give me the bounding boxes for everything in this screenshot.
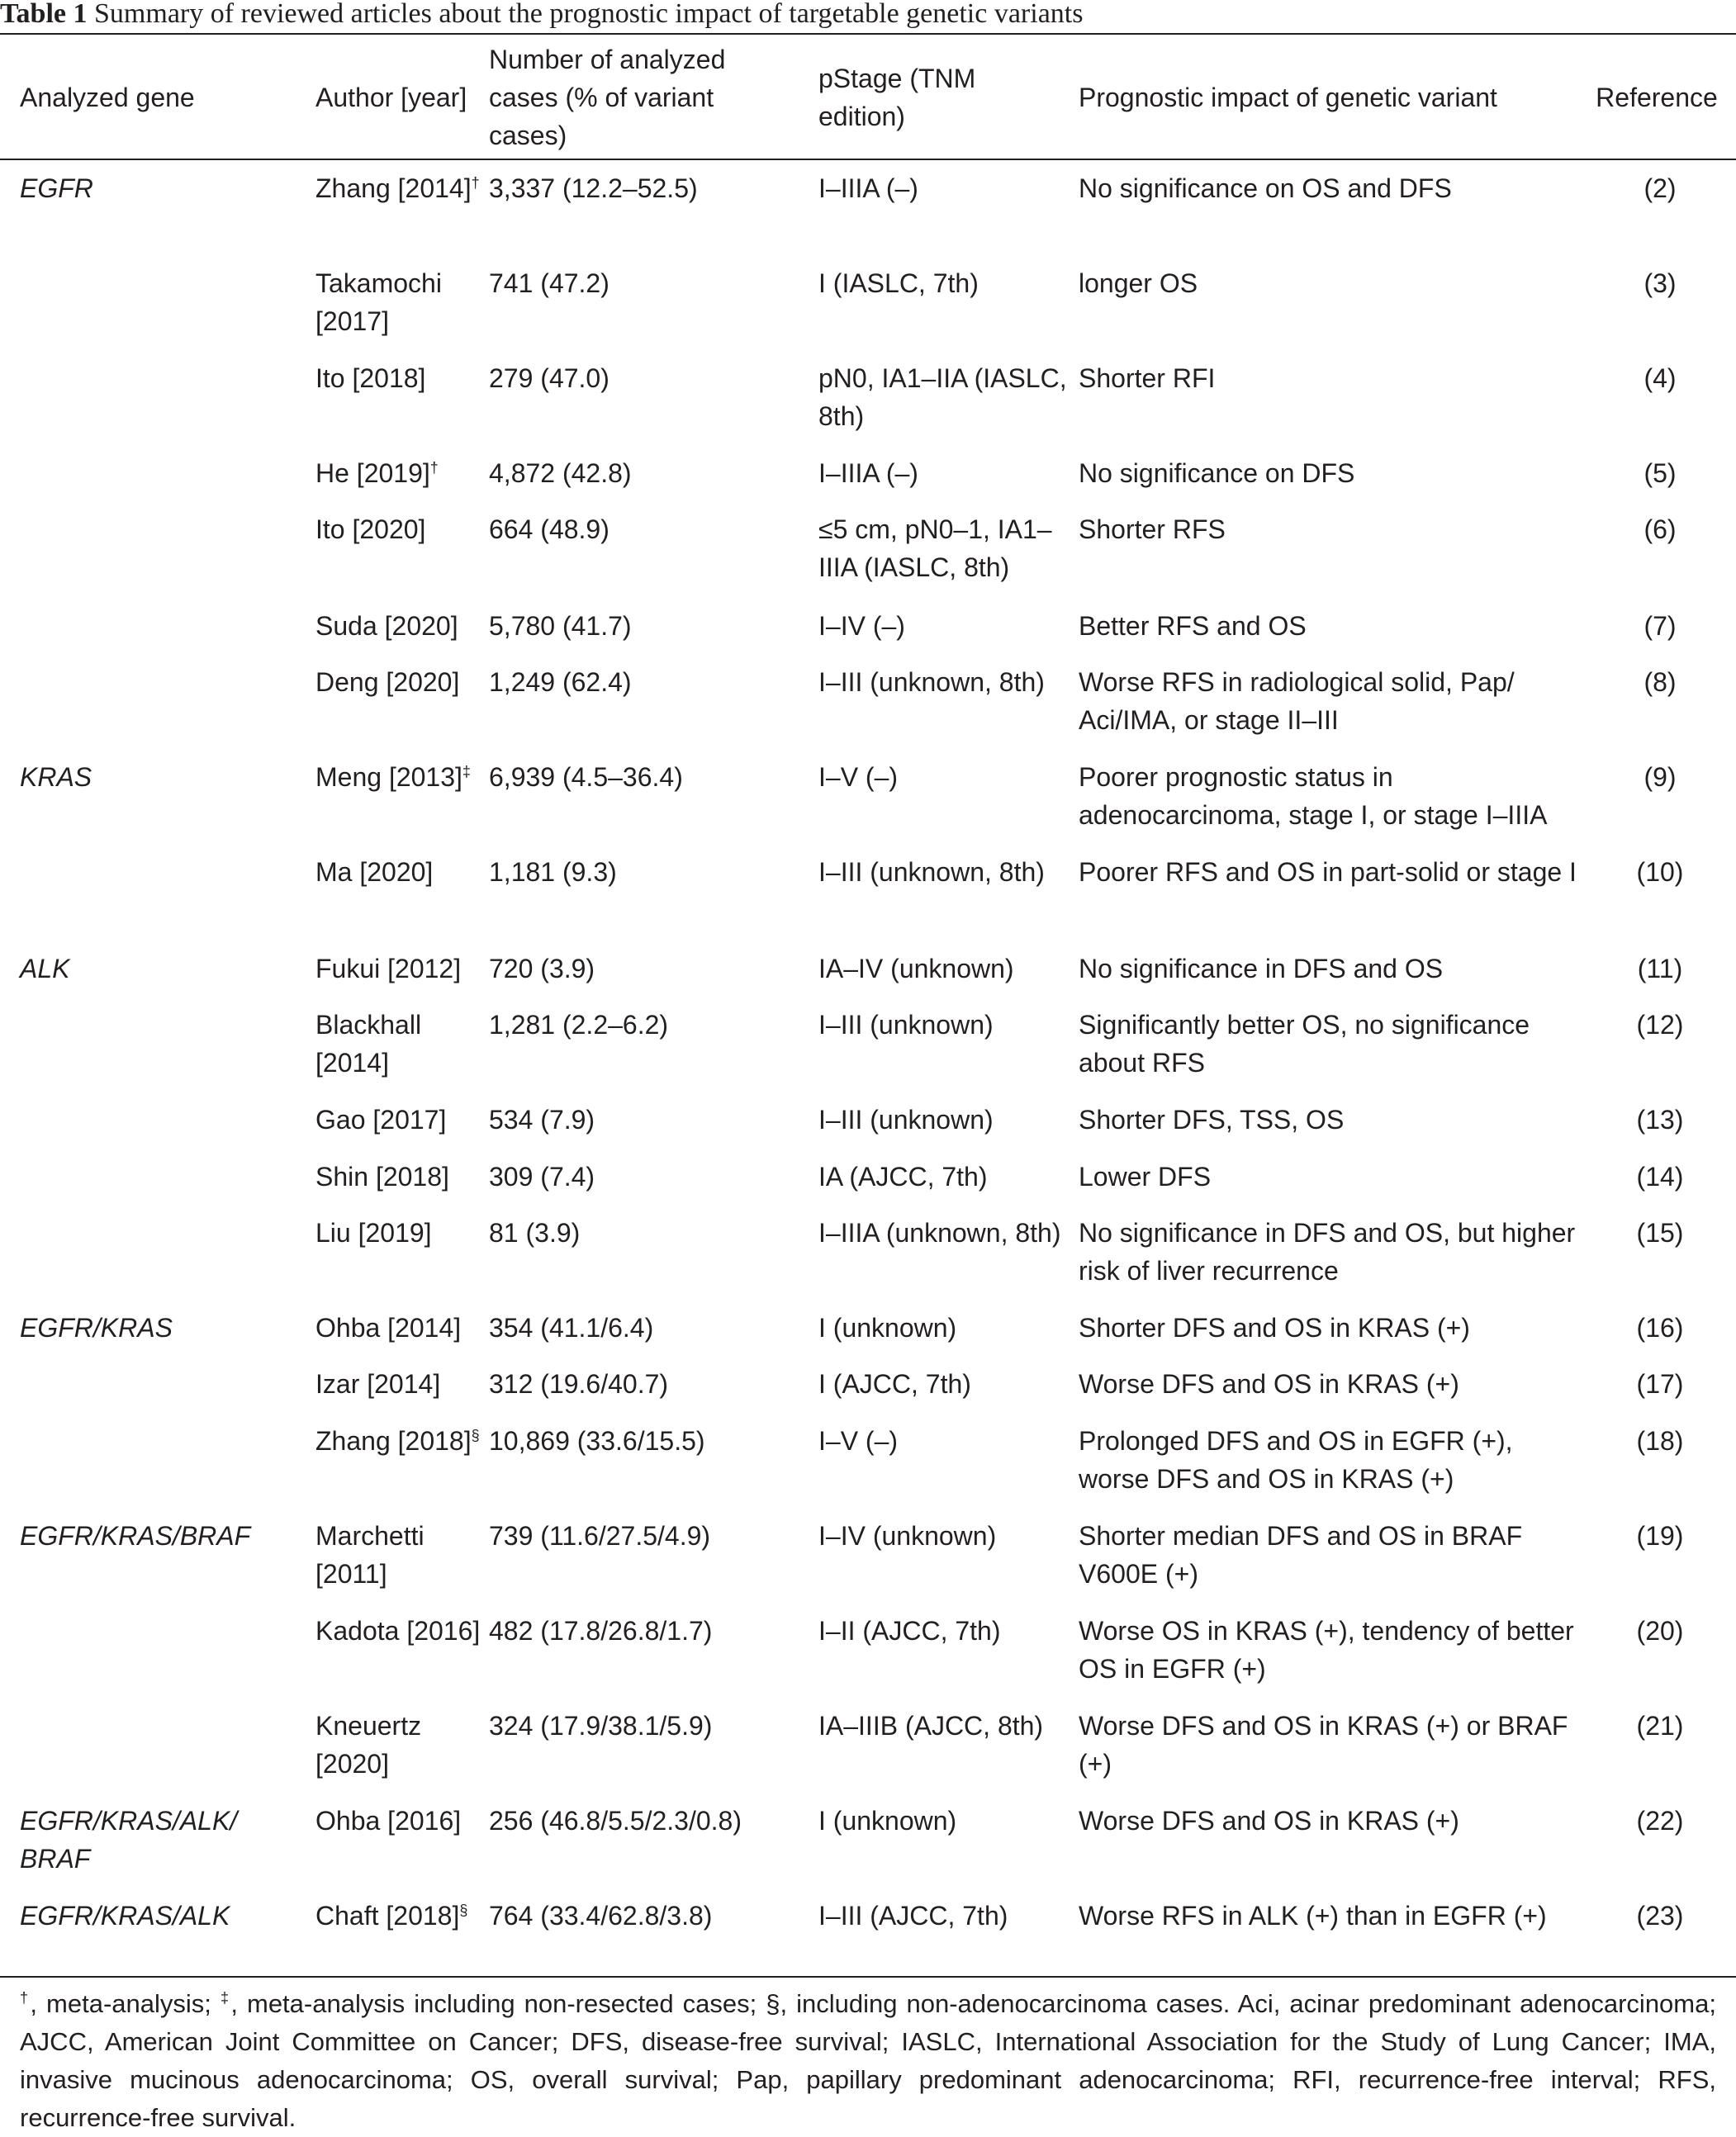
cell-author-text: Takamochi [2017] bbox=[315, 268, 442, 336]
cell-ref-text: (10) bbox=[1636, 857, 1684, 887]
cell-cases-text: 1,181 (9.3) bbox=[489, 857, 617, 887]
cell-ref-text: (13) bbox=[1636, 1105, 1684, 1135]
cell-ref bbox=[1619, 1006, 1701, 1044]
cell-impact-text: Shorter RFI bbox=[1079, 363, 1216, 393]
cell-author bbox=[315, 1897, 481, 1935]
cell-pstage bbox=[818, 663, 1074, 701]
cell-impact bbox=[1079, 1214, 1582, 1290]
cell-author-text: He [2019] bbox=[315, 458, 430, 488]
cell-ref bbox=[1619, 950, 1701, 988]
cell-ref bbox=[1619, 169, 1701, 207]
cell-author-text: Ohba [2016] bbox=[315, 1806, 462, 1836]
cell-author bbox=[315, 1422, 481, 1460]
cell-pstage-text: I–III (AJCC, 7th) bbox=[818, 1901, 1008, 1931]
cell-ref-text: (6) bbox=[1644, 514, 1677, 544]
cell-author bbox=[315, 853, 481, 891]
cell-ref-text: (17) bbox=[1636, 1369, 1684, 1399]
cell-impact bbox=[1079, 758, 1582, 834]
table-label: Table 1 bbox=[0, 0, 88, 29]
cell-ref bbox=[1619, 1802, 1701, 1840]
cell-author bbox=[315, 1006, 481, 1082]
cell-impact-text: No significance on OS and DFS bbox=[1079, 173, 1452, 203]
cell-pstage-text: I–V (–) bbox=[818, 1426, 899, 1456]
cell-cases bbox=[489, 1802, 811, 1840]
header-impact: Prognostic impact of genetic variant bbox=[1079, 83, 1497, 112]
cell-author-text: Liu [2019] bbox=[315, 1218, 432, 1248]
cell-author-text: Ohba [2014] bbox=[315, 1313, 462, 1343]
cell-pstage bbox=[818, 1612, 1074, 1650]
cell-pstage bbox=[818, 264, 1074, 302]
cell-cases bbox=[489, 510, 811, 548]
cell-impact-text: longer OS bbox=[1079, 268, 1198, 298]
cell-pstage bbox=[818, 1802, 1074, 1840]
cell-impact-text: Lower DFS bbox=[1079, 1162, 1212, 1192]
cell-author bbox=[315, 1158, 481, 1196]
cell-ref-text: (4) bbox=[1644, 363, 1677, 393]
cell-ref bbox=[1619, 663, 1701, 701]
cell-ref bbox=[1619, 607, 1701, 645]
cell-impact bbox=[1079, 1101, 1582, 1139]
cell-cases bbox=[489, 1006, 811, 1044]
cell-ref bbox=[1619, 454, 1701, 492]
cell-author-text: Deng [2020] bbox=[315, 667, 460, 697]
cell-author bbox=[315, 1214, 481, 1252]
header-cases: Number of analyzed cases (% of variant cases) bbox=[489, 45, 726, 150]
cell-author bbox=[315, 1802, 481, 1840]
cell-ref-text: (18) bbox=[1636, 1426, 1684, 1456]
cell-pstage bbox=[818, 454, 1074, 492]
cell-author bbox=[315, 663, 481, 701]
cell-pstage-text: I (AJCC, 7th) bbox=[818, 1369, 971, 1399]
cell-pstage-text: I–III (unknown) bbox=[818, 1010, 994, 1040]
table-header bbox=[0, 38, 1736, 157]
cell-ref-text: (12) bbox=[1636, 1010, 1684, 1040]
cell-pstage bbox=[818, 1365, 1074, 1403]
cell-ref bbox=[1619, 359, 1701, 397]
cell-impact bbox=[1079, 264, 1582, 302]
cell-cases-text: 534 (7.9) bbox=[489, 1105, 595, 1135]
header-cell bbox=[1079, 38, 1558, 157]
cell-author-text: Fukui [2012] bbox=[315, 954, 462, 983]
footnote-mark: § bbox=[459, 1902, 468, 1919]
cell-impact-text: Shorter RFS bbox=[1079, 514, 1226, 544]
cell-impact-text: Worse OS in KRAS (+), tendency of better OS in EGFR (+) bbox=[1079, 1616, 1574, 1684]
cell-impact-text: Worse RFS in ALK (+) than in EGFR (+) bbox=[1079, 1901, 1547, 1931]
cell-impact-text: Worse RFS in radiological solid, Pap/ Aci/IMA, or stage II–III bbox=[1079, 667, 1515, 735]
table-title: Summary of reviewed articles about the prognostic impact of targetable genetic variants bbox=[94, 0, 1084, 29]
cell-pstage-text: I–IV (unknown) bbox=[818, 1521, 997, 1551]
cell-impact-text: Shorter DFS and OS in KRAS (+) bbox=[1079, 1313, 1470, 1343]
cell-ref bbox=[1619, 510, 1701, 548]
cell-impact bbox=[1079, 663, 1582, 739]
cell-author bbox=[315, 1612, 481, 1650]
cell-gene-text: EGFR/KRAS bbox=[20, 1313, 173, 1343]
cell-pstage bbox=[818, 1214, 1074, 1252]
cell-pstage-text: ≤5 cm, pN0–1, IA1–IIIA (IASLC, 8th) bbox=[818, 514, 1052, 582]
cell-ref-text: (21) bbox=[1636, 1711, 1684, 1741]
cell-impact-text: Shorter DFS, TSS, OS bbox=[1079, 1105, 1345, 1135]
cell-gene-text: KRAS bbox=[20, 762, 92, 792]
cell-cases-text: 312 (19.6/40.7) bbox=[489, 1369, 669, 1399]
cell-impact-text: Significantly better OS, no significance about RFS bbox=[1079, 1010, 1530, 1078]
header-pstage: pStage (TNM edition) bbox=[818, 64, 976, 131]
cell-ref bbox=[1619, 1897, 1701, 1935]
cell-ref-text: (23) bbox=[1636, 1901, 1684, 1931]
cell-ref bbox=[1619, 1309, 1701, 1347]
cell-author-text: Meng [2013] bbox=[315, 762, 462, 792]
footnote-mark: † bbox=[429, 459, 439, 476]
cell-cases bbox=[489, 454, 811, 492]
cell-cases-text: 354 (41.1/6.4) bbox=[489, 1313, 654, 1343]
header-cell bbox=[818, 38, 1066, 157]
cell-cases-text: 3,337 (12.2–52.5) bbox=[489, 173, 698, 203]
cell-pstage-text: I–IIIA (–) bbox=[818, 173, 918, 203]
cell-author-text: Blackhall [2014] bbox=[315, 1010, 422, 1078]
header-rule bbox=[0, 159, 1736, 160]
cell-ref bbox=[1619, 758, 1701, 796]
cell-cases bbox=[489, 1897, 811, 1935]
footnote-mark: † bbox=[471, 174, 480, 192]
cell-author-text: Izar [2014] bbox=[315, 1369, 441, 1399]
cell-ref-text: (16) bbox=[1636, 1313, 1684, 1343]
cell-author bbox=[315, 169, 481, 207]
cell-impact bbox=[1079, 1006, 1582, 1082]
header-reference: Reference bbox=[1596, 83, 1718, 112]
cell-pstage bbox=[818, 1309, 1074, 1347]
cell-impact bbox=[1079, 169, 1582, 207]
cell-impact-text: No significance in DFS and OS bbox=[1079, 954, 1444, 983]
cell-author bbox=[315, 1517, 481, 1593]
cell-pstage-text: IA–IV (unknown) bbox=[818, 954, 1014, 983]
footnote-mark-dagger: † bbox=[20, 1989, 31, 2007]
cell-gene-text: EGFR bbox=[20, 173, 93, 203]
cell-author bbox=[315, 454, 481, 492]
cell-impact-text: No significance in DFS and OS, but higher risk of liver recurrence bbox=[1079, 1218, 1576, 1286]
cell-author-text: Ito [2020] bbox=[315, 514, 426, 544]
cell-gene-text: ALK bbox=[20, 954, 70, 983]
cell-pstage-text: I–II (AJCC, 7th) bbox=[818, 1616, 1001, 1646]
cell-author-text: Ma [2020] bbox=[315, 857, 434, 887]
cell-cases-text: 739 (11.6/27.5/4.9) bbox=[489, 1521, 711, 1551]
cell-pstage-text: I–III (unknown, 8th) bbox=[818, 667, 1045, 697]
cell-cases bbox=[489, 1422, 811, 1460]
footnote-mark-double-dagger: ‡ bbox=[220, 1989, 231, 2007]
header-author: Author [year] bbox=[315, 83, 467, 112]
cell-cases bbox=[489, 758, 811, 796]
cell-impact bbox=[1079, 1422, 1582, 1498]
cell-cases bbox=[489, 1214, 811, 1252]
cell-cases-text: 6,939 (4.5–36.4) bbox=[489, 762, 683, 792]
cell-cases bbox=[489, 663, 811, 701]
cell-pstage bbox=[818, 607, 1074, 645]
cell-author bbox=[315, 359, 481, 397]
cell-pstage bbox=[818, 853, 1074, 891]
cell-gene bbox=[20, 1517, 301, 1555]
top-rule bbox=[0, 33, 1736, 35]
cell-ref-text: (9) bbox=[1644, 762, 1677, 792]
cell-pstage-text: I–III (unknown) bbox=[818, 1105, 994, 1135]
cell-author-text: Chaft [2018] bbox=[315, 1901, 460, 1931]
cell-pstage bbox=[818, 1006, 1074, 1044]
cell-impact bbox=[1079, 607, 1582, 645]
cell-impact bbox=[1079, 1897, 1582, 1935]
cell-pstage-text: I–IIIA (unknown, 8th) bbox=[818, 1218, 1061, 1248]
cell-ref-text: (20) bbox=[1636, 1616, 1684, 1646]
cell-ref bbox=[1619, 853, 1701, 891]
cell-ref bbox=[1619, 1422, 1701, 1460]
cell-author-text: Zhang [2018] bbox=[315, 1426, 472, 1456]
footnote-text-2: , meta-analysis including non-resected cases; §, including non-adenocarcinoma cases. Aci, acinar predominant adenocarcinoma; AJCC, American Joint Committee on Cancer; DFS, disease-free survival; IASLC, International Association for the Study of Lung Cancer; IMA, invasive mucinous adenocarcinoma; OS, overall survival; Pap, papillary predominant adenocarcinoma; RFI, recurrence-free interval; RFS, recurrence-free survival. bbox=[20, 1989, 1716, 2132]
cell-cases bbox=[489, 1517, 811, 1555]
footnote-mark: § bbox=[471, 1427, 480, 1444]
cell-cases bbox=[489, 853, 811, 891]
cell-cases-text: 279 (47.0) bbox=[489, 363, 609, 393]
cell-ref-text: (8) bbox=[1644, 667, 1677, 697]
cell-impact bbox=[1079, 950, 1582, 988]
cell-author-text: Zhang [2014] bbox=[315, 173, 472, 203]
header-cell bbox=[20, 38, 292, 157]
cell-ref bbox=[1619, 1707, 1701, 1745]
cell-cases-text: 4,872 (42.8) bbox=[489, 458, 632, 488]
cell-pstage-text: I–IV (–) bbox=[818, 611, 905, 641]
cell-gene-text: EGFR/KRAS/ALK/ BRAF bbox=[20, 1806, 238, 1874]
footnote-text-1: , meta-analysis; bbox=[30, 1989, 221, 2018]
table-footnote bbox=[20, 1985, 1716, 2137]
cell-author bbox=[315, 1101, 481, 1139]
cell-pstage-text: I (IASLC, 7th) bbox=[818, 268, 979, 298]
cell-impact-text: No significance on DFS bbox=[1079, 458, 1355, 488]
cell-author bbox=[315, 1707, 481, 1783]
cell-ref-text: (2) bbox=[1644, 173, 1677, 203]
cell-cases-text: 664 (48.9) bbox=[489, 514, 609, 544]
bottom-rule bbox=[0, 1976, 1736, 1978]
cell-cases-text: 720 (3.9) bbox=[489, 954, 595, 983]
cell-ref-text: (15) bbox=[1636, 1218, 1684, 1248]
cell-cases bbox=[489, 359, 811, 397]
cell-ref-text: (5) bbox=[1644, 458, 1677, 488]
cell-pstage bbox=[818, 510, 1074, 586]
cell-cases bbox=[489, 950, 811, 988]
cell-author bbox=[315, 510, 481, 548]
table-caption bbox=[0, 0, 1736, 30]
cell-ref bbox=[1619, 1365, 1701, 1403]
cell-gene bbox=[20, 758, 301, 796]
cell-author-text: Ito [2018] bbox=[315, 363, 426, 393]
cell-cases bbox=[489, 1309, 811, 1347]
cell-ref-text: (14) bbox=[1636, 1162, 1684, 1192]
cell-cases-text: 1,281 (2.2–6.2) bbox=[489, 1010, 669, 1040]
cell-impact-text: Prolonged DFS and OS in EGFR (+), worse DFS and OS in KRAS (+) bbox=[1079, 1426, 1513, 1494]
cell-impact bbox=[1079, 1802, 1582, 1840]
table-body bbox=[0, 169, 1736, 1961]
cell-author-text: Suda [2020] bbox=[315, 611, 458, 641]
cell-cases-text: 10,869 (33.6/15.5) bbox=[489, 1426, 705, 1456]
cell-cases bbox=[489, 607, 811, 645]
cell-ref-text: (19) bbox=[1636, 1521, 1684, 1551]
cell-pstage bbox=[818, 1707, 1074, 1745]
cell-impact bbox=[1079, 1158, 1582, 1196]
cell-author bbox=[315, 1309, 481, 1347]
cell-impact-text: Poorer prognostic status in adenocarcinoma, stage I, or stage I–IIIA bbox=[1079, 762, 1548, 830]
cell-pstage-text: IA (AJCC, 7th) bbox=[818, 1162, 988, 1192]
cell-pstage bbox=[818, 359, 1074, 435]
cell-cases-text: 324 (17.9/38.1/5.9) bbox=[489, 1711, 713, 1741]
cell-author bbox=[315, 950, 481, 988]
cell-gene bbox=[20, 1309, 301, 1347]
cell-pstage bbox=[818, 950, 1074, 988]
cell-gene-text: EGFR/KRAS/ALK bbox=[20, 1901, 230, 1931]
cell-ref bbox=[1619, 264, 1701, 302]
cell-impact-text: Poorer RFS and OS in part-solid or stage I bbox=[1079, 857, 1577, 887]
cell-cases-text: 764 (33.4/62.8/3.8) bbox=[489, 1901, 713, 1931]
cell-author bbox=[315, 1365, 481, 1403]
cell-pstage-text: I–III (unknown, 8th) bbox=[818, 857, 1045, 887]
cell-impact-text: Worse DFS and OS in KRAS (+) or BRAF (+) bbox=[1079, 1711, 1568, 1779]
cell-author-text: Gao [2017] bbox=[315, 1105, 447, 1135]
cell-ref-text: (7) bbox=[1644, 611, 1677, 641]
header-cell bbox=[315, 38, 472, 157]
cell-gene-text: EGFR/KRAS/BRAF bbox=[20, 1521, 251, 1551]
cell-impact-text: Worse DFS and OS in KRAS (+) bbox=[1079, 1806, 1459, 1836]
cell-gene bbox=[20, 950, 301, 988]
cell-impact bbox=[1079, 454, 1582, 492]
cell-pstage bbox=[818, 1101, 1074, 1139]
cell-gene bbox=[20, 1802, 301, 1878]
cell-author-text: Kadota [2016] bbox=[315, 1616, 481, 1646]
cell-impact-text: Worse DFS and OS in KRAS (+) bbox=[1079, 1369, 1459, 1399]
header-cell bbox=[1586, 38, 1728, 157]
cell-ref-text: (22) bbox=[1636, 1806, 1684, 1836]
cell-cases bbox=[489, 1365, 811, 1403]
cell-cases-text: 256 (46.8/5.5/2.3/0.8) bbox=[489, 1806, 742, 1836]
header-cell bbox=[489, 38, 753, 157]
cell-impact bbox=[1079, 1517, 1582, 1593]
cell-cases bbox=[489, 1101, 811, 1139]
cell-impact-text: Better RFS and OS bbox=[1079, 611, 1307, 641]
cell-pstage bbox=[818, 1517, 1074, 1555]
cell-ref bbox=[1619, 1158, 1701, 1196]
cell-gene bbox=[20, 1897, 301, 1935]
cell-cases-text: 741 (47.2) bbox=[489, 268, 609, 298]
cell-cases-text: 309 (7.4) bbox=[489, 1162, 595, 1192]
cell-impact bbox=[1079, 510, 1582, 548]
cell-ref bbox=[1619, 1517, 1701, 1555]
cell-pstage bbox=[818, 1158, 1074, 1196]
cell-pstage bbox=[818, 169, 1074, 207]
cell-gene bbox=[20, 169, 301, 207]
cell-impact bbox=[1079, 1365, 1582, 1403]
cell-author bbox=[315, 607, 481, 645]
footnote-mark: ‡ bbox=[462, 763, 471, 780]
cell-ref-text: (11) bbox=[1637, 954, 1683, 983]
cell-ref bbox=[1619, 1101, 1701, 1139]
cell-pstage bbox=[818, 1897, 1074, 1935]
cell-ref bbox=[1619, 1612, 1701, 1650]
cell-cases bbox=[489, 1612, 811, 1650]
cell-author bbox=[315, 758, 481, 796]
cell-impact bbox=[1079, 1309, 1582, 1347]
cell-cases bbox=[489, 169, 811, 207]
cell-pstage-text: I–IIIA (–) bbox=[818, 458, 918, 488]
cell-cases-text: 81 (3.9) bbox=[489, 1218, 581, 1248]
cell-cases-text: 5,780 (41.7) bbox=[489, 611, 632, 641]
cell-pstage bbox=[818, 1422, 1074, 1460]
header-gene: Analyzed gene bbox=[20, 83, 195, 112]
cell-cases bbox=[489, 264, 811, 302]
cell-pstage bbox=[818, 758, 1074, 796]
cell-impact bbox=[1079, 1707, 1582, 1783]
cell-author-text: Shin [2018] bbox=[315, 1162, 449, 1192]
cell-author bbox=[315, 264, 481, 340]
cell-impact-text: Shorter median DFS and OS in BRAF V600E (+) bbox=[1079, 1521, 1523, 1589]
cell-impact bbox=[1079, 1612, 1582, 1688]
cell-cases bbox=[489, 1158, 811, 1196]
cell-author-text: Kneuertz [2020] bbox=[315, 1711, 422, 1779]
cell-pstage-text: I (unknown) bbox=[818, 1313, 957, 1343]
cell-cases-text: 482 (17.8/26.8/1.7) bbox=[489, 1616, 713, 1646]
cell-cases bbox=[489, 1707, 811, 1745]
cell-pstage-text: IA–IIIB (AJCC, 8th) bbox=[818, 1711, 1044, 1741]
cell-impact bbox=[1079, 853, 1582, 891]
cell-pstage-text: I (unknown) bbox=[818, 1806, 957, 1836]
cell-author-text: Marchetti [2011] bbox=[315, 1521, 425, 1589]
cell-cases-text: 1,249 (62.4) bbox=[489, 667, 632, 697]
cell-pstage-text: pN0, IA1–IIA (IASLC, 8th) bbox=[818, 363, 1067, 431]
cell-impact bbox=[1079, 359, 1582, 397]
cell-ref bbox=[1619, 1214, 1701, 1252]
cell-ref-text: (3) bbox=[1644, 268, 1677, 298]
cell-pstage-text: I–V (–) bbox=[818, 762, 899, 792]
